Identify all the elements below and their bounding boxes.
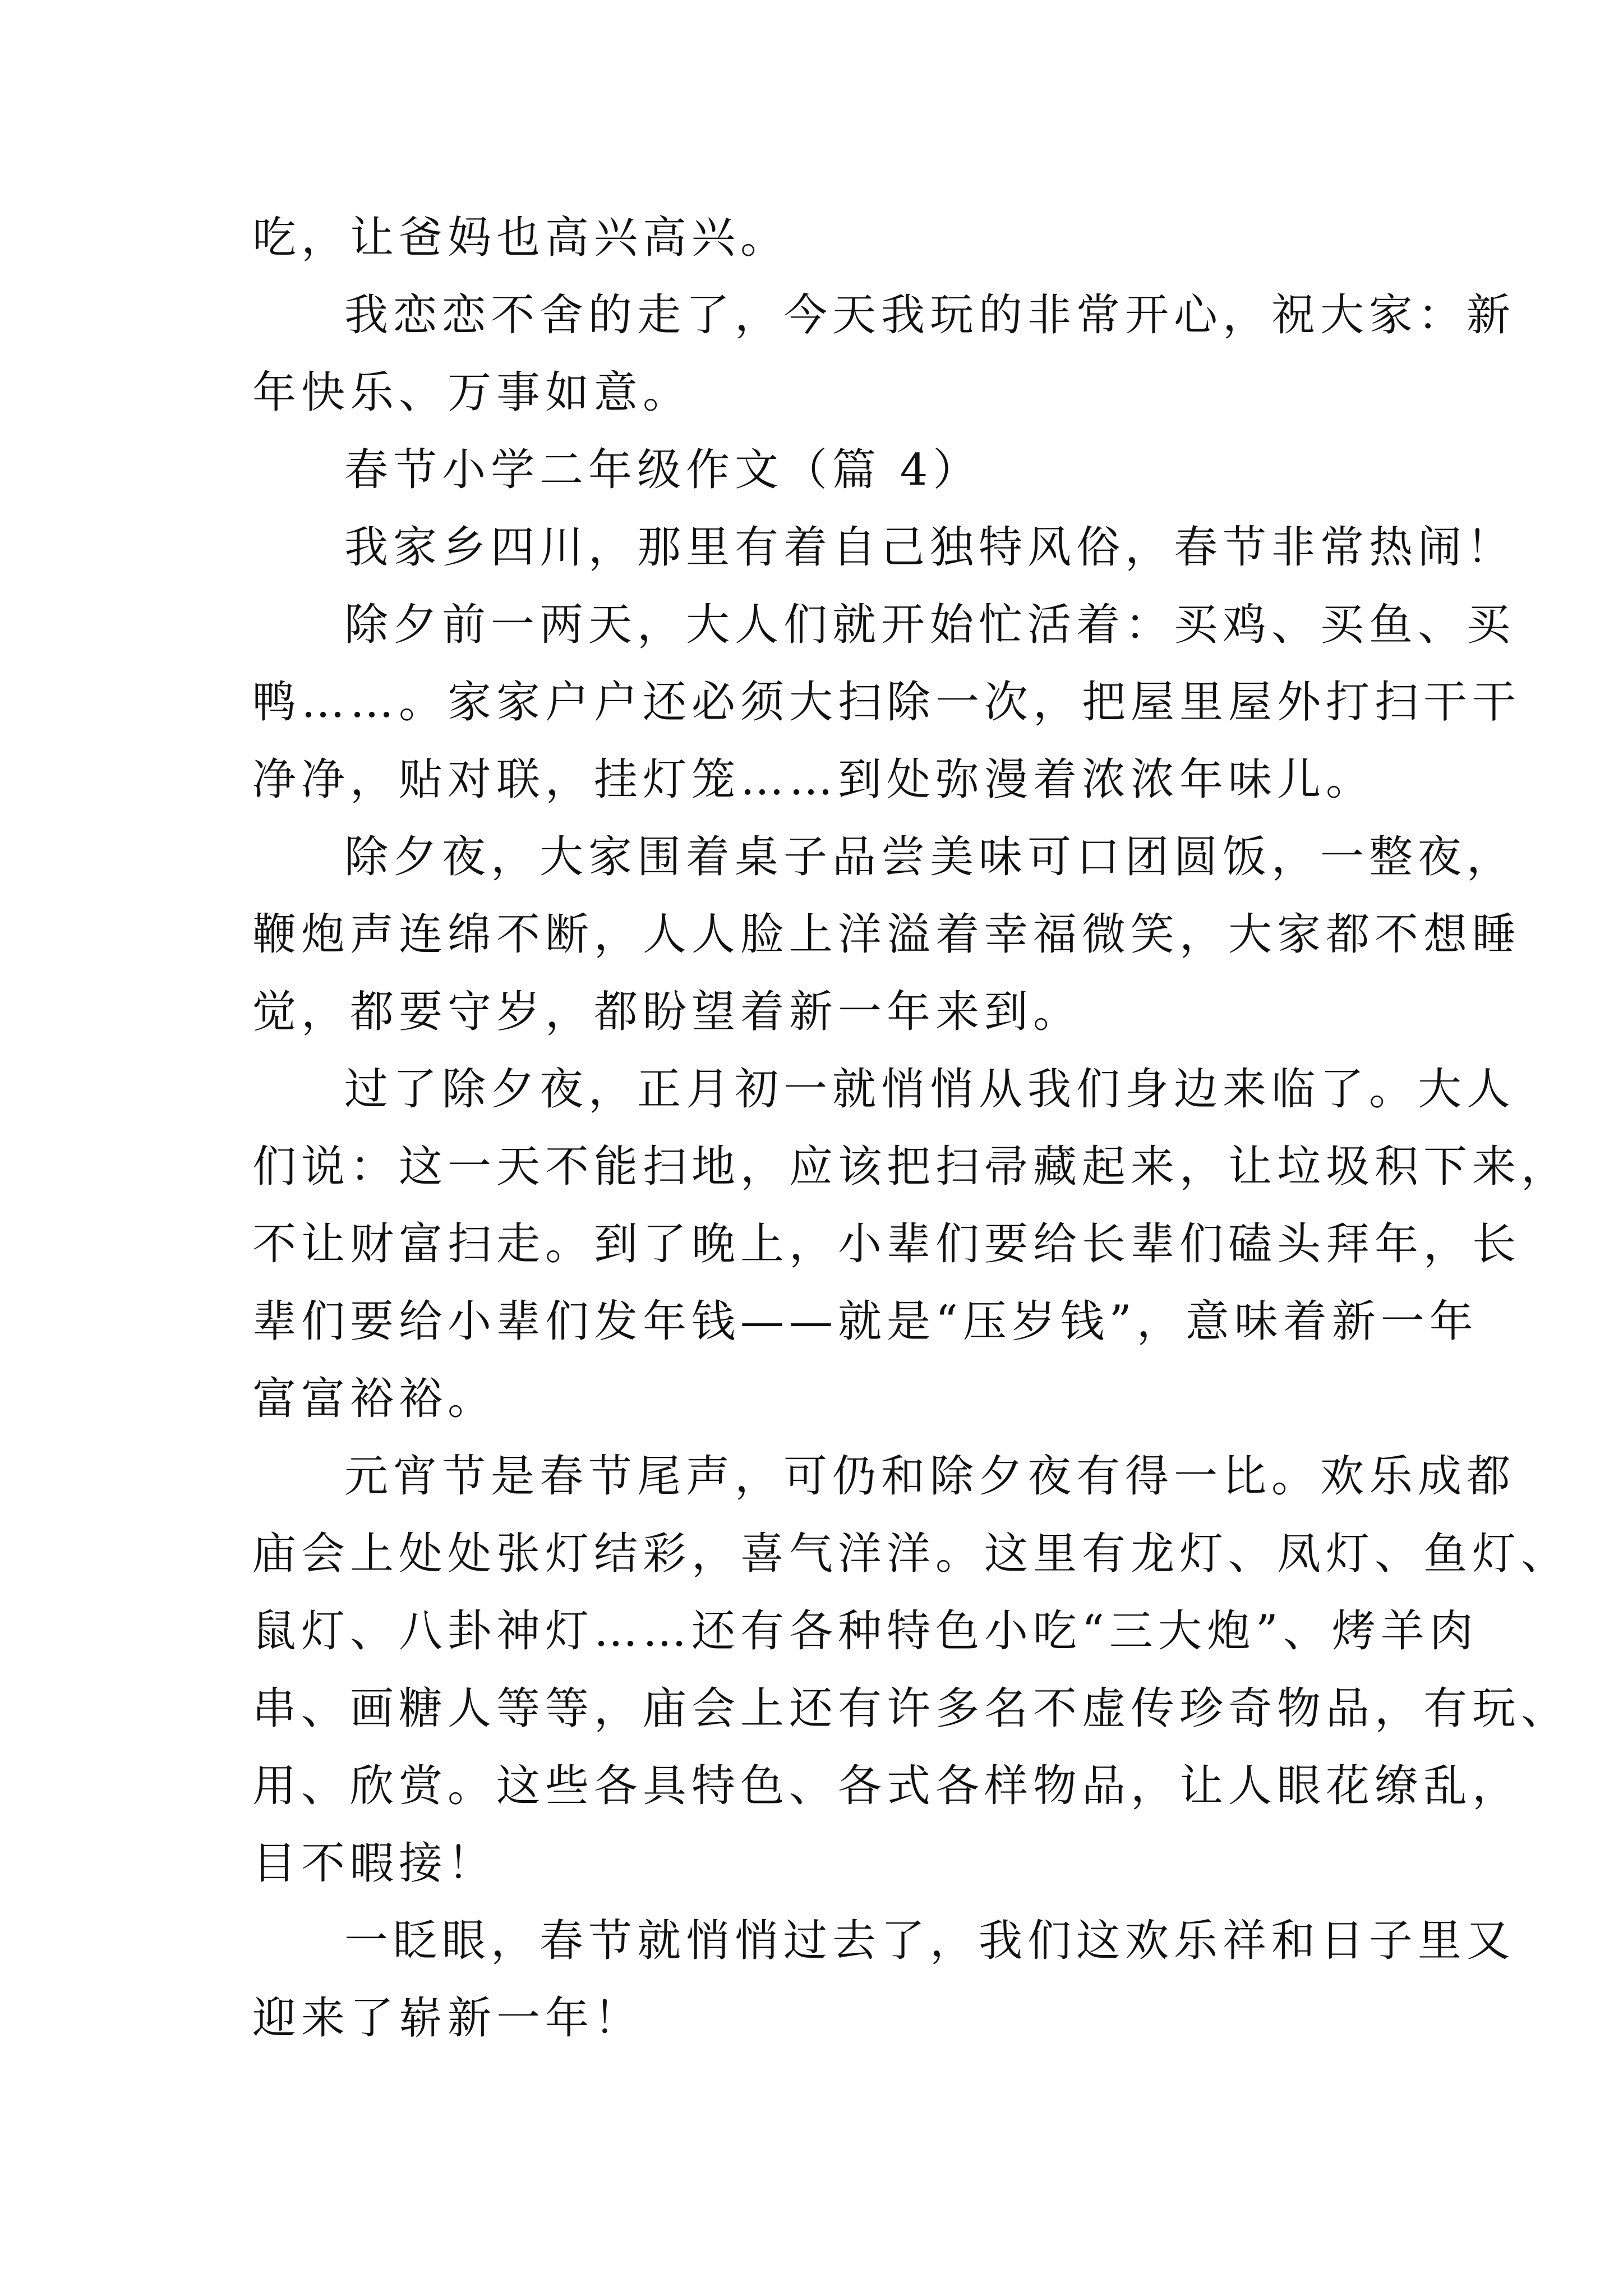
text-line: 串、画糖人等等，庙会上还有许多名不虚传珍奇物品，有玩、 <box>252 1683 1570 1734</box>
text-line: 吃，让爸妈也高兴高兴。 <box>252 213 790 263</box>
text-line: 富富裕裕。 <box>252 1374 497 1424</box>
text-line: 一眨眼，春节就悄悄过去了，我们这欢乐祥和日子里又 <box>344 1916 1516 1966</box>
text-line: 除夕前一两天，大人们就开始忙活着：买鸡、买鱼、买 <box>344 600 1516 650</box>
text-line: 净净，贴对联，挂灯笼……到处弥漫着浓浓年味儿。 <box>252 754 1375 805</box>
text-line: 鼠灯、八卦神灯……还有各种特色小吃“三大炮”、烤羊肉 <box>252 1606 1478 1657</box>
text-line: 迎来了崭新一年！ <box>252 1993 643 2044</box>
text-line: 我家乡四川，那里有着自己独特风俗，春节非常热闹！ <box>344 522 1516 573</box>
text-line: 觉，都要守岁，都盼望着新一年来到。 <box>252 987 1082 1037</box>
essay-title: 春节小学二年级作文（篇 4） <box>344 445 982 495</box>
text-line: 庙会上处处张灯结彩，喜气洋洋。这里有龙灯、凤灯、鱼灯、 <box>252 1529 1570 1579</box>
text-line: 们说：这一天不能扫地，应该把扫帚藏起来，让垃圾积下来， <box>252 1142 1570 1192</box>
body-text <box>252 199 1570 2057</box>
text-line: 年快乐、万事如意。 <box>252 367 692 418</box>
text-line: 鞭炮声连绵不断，人人脸上洋溢着幸福微笑，大家都不想睡 <box>252 909 1521 960</box>
text-line: 我恋恋不舍的走了，今天我玩的非常开心，祝大家：新 <box>344 290 1516 341</box>
text-line: 元宵节是春节尾声，可仍和除夕夜有得一比。欢乐成都 <box>344 1451 1516 1502</box>
text-line: 用、欣赏。这些各具特色、各式各样物品，让人眼花缭乱， <box>252 1761 1521 1811</box>
text-line: 不让财富扫走。到了晚上，小辈们要给长辈们磕头拜年，长 <box>252 1219 1521 1269</box>
text-line: 目不暇接！ <box>252 1838 497 1889</box>
text-line: 除夕夜，大家围着桌子品尝美味可口团圆饭，一整夜， <box>344 832 1516 882</box>
text-line: 辈们要给小辈们发年钱——就是“压岁钱”，意味着新一年 <box>252 1296 1478 1347</box>
text-line: 鸭……。家家户户还必须大扫除一次，把屋里屋外打扫干干 <box>252 677 1521 728</box>
text-line: 过了除夕夜，正月初一就悄悄从我们身边来临了。大人 <box>344 1064 1516 1115</box>
